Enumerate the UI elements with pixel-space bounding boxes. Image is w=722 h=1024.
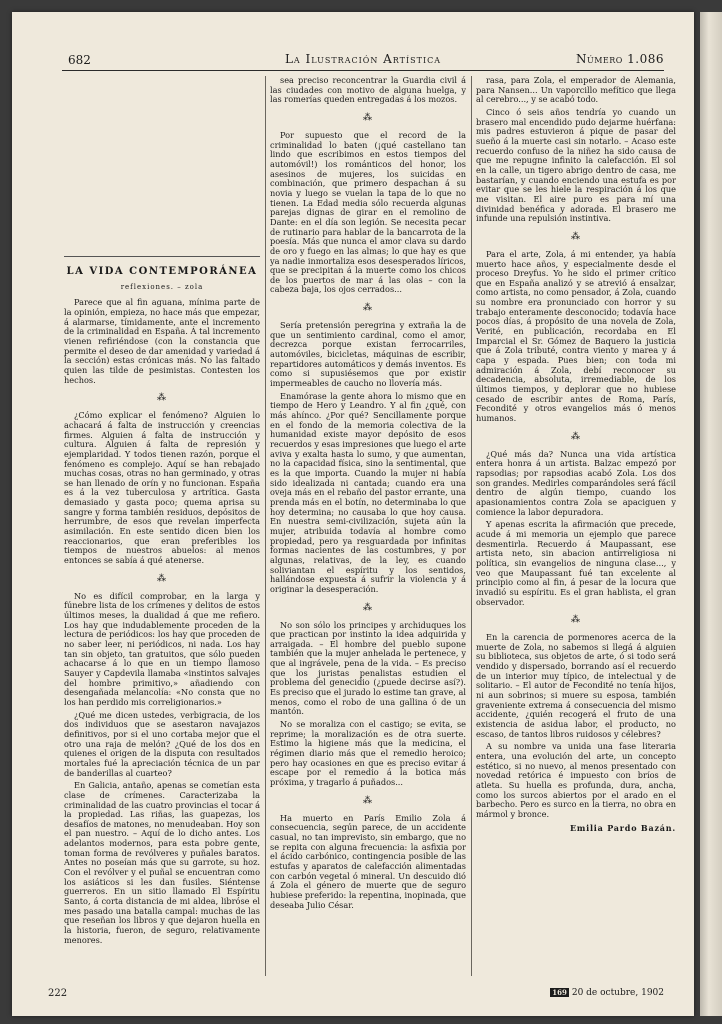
article-paragraph: ¿Qué me dicen ustedes, verbigracia, de los dos individuos que se asestaron navajazos definitivos, por si el uno cortaba mejor que el otro una raja de melón? ¿Qué de los dos en quienes el origen de la disputa con resultados mortales fué la apreciación técnica de un par de banderillas al cuarteo? — [64, 709, 260, 778]
page-header — [62, 48, 664, 71]
article-paragraph: Ha muerto en París Emilio Zola á consecuencia, según parece, de un accidente casual, no tan imprevisto, sin embargo, que no se repita con alguna frecuencia: la asfixia por el ácido carbónico, contingencia posible de las estufas y aparatos de calefacción alimentadas con carbón vegetal ó mineral. Un descuido dió á Zola el género de muerte que de seguro hubiese preferido: la repentina, inopinada, que deseaba Julio César. — [270, 812, 466, 910]
article-paragraph: Parece que al fin aguana, mínima parte de la opinión, empieza, no hace más que empezar, á alarmarse, tímidamente, ante el incremento de la criminalidad en España. Á tal incremento vienen refiriéndose (con la constancia que permite el deseo de dar amenidad y variedad á la sección) estas crónicas más. No las faltado quien las tilde de pesimistas. Contesten los hechos. — [64, 297, 260, 385]
asterism-divider: ⁂ — [157, 573, 167, 584]
asterism-divider: ⁂ — [363, 303, 373, 314]
asterism-divider: ⁂ — [571, 431, 581, 442]
article-paragraph: Para el arte, Zola, á mi entender, ya había muerto hace años, y especialmente desde el proceso Dreyfus. Yo he sido el primer crítico que en España analizó y se atrevió á ensalzar, como artista, no como pensador, á Zola, cuando su nombre era pronunciado con horror y su trabajo enteramente desconocido; todavía hace pocos días, á propósito de una novela de Zola, Verité, en publicación, recordaba en El Imparcial el Sr. Gómez de Baquero la justicia que á Zola tributé, contra viento y marea y á capa y espada. Pues bien; con toda mi admiración á Zola, debí reconocer su decadencia, absoluta, irremediable, de los últimos tiempos, y deplorar que no hubiese cesado de escribir antes de Roma, París, Fecondité y otros evangelios más ó menos humanos. — [476, 248, 676, 423]
asterism-divider: ⁂ — [363, 795, 373, 806]
article-paragraph: Cinco ó seis años tendría yo cuando un brasero mal encendido pudo dejarme huérfana: mis padres estuvieron á pique de pasar del sueño á la muerte casi sin notarlo. – Acaso este recuerdo confuso de la niñez ha sido causa de que me repugne infinito la calefacción. El sol en la calle, un tigero abrigo dentro de casa, me bastarían, y cuando enciendo una estufa es por evitar que se les hiele la respiración á los que me visitan. El aire puro es para mí una divinidad benéfica y adorada. El brasero me infunde una repulsión instintiva. — [476, 106, 676, 224]
article-paragraph: ¿Cómo explicar el fenómeno? Alguien lo achacará á falta de instrucción y creencias firmes. Alguien á falta de instrucción y cultura. Alguien á falta de represión y ejemplaridad. Y todos tienen razón, porque el fenómeno es complejo. Aquí se han rebajado muchas cosas, otras no han germinado, y otras se han llenado de orín y no funcionan. España es á la vez tuberculosa y artrítica. Gasta demasiado y gasta poco; quema aprisa su sangre y forma también residuos, depósitos de herrumbre, de esos que revelan imperfecta asimilación. En este sentido dicen bien los reaccionarios, que eran preferibles los tiempos de nuestros abuelos: al menos entonces se sabía á qué atenerse. — [64, 410, 260, 566]
article-paragraph: Enamórase la gente ahora lo mismo que en tiempo de Hero y Leandro. Y al fin ¿qué, con más ahínco. ¿Por qué? Sencillamente porque en el fondo de la memoria colectiva de la humanidad existe mayor depósito de esos recuerdos y esas impresiones que luego el arte aviva y exalta hasta lo sumo, y que aumentan, no la capacidad física, sino la sentimental, que es la que importa. Cuando la mujer ni había sido idealizada ni cantada; cuando era una oveja más en el rebaño del pastor errante, una prenda más en el botín, no determinaba lo que hoy determina; no causaba lo que hoy causa. En nuestra semi-civilización, sujeta aún la mujer, atribuida todavía al hombre como propiedad, pero ya resguardada por infinitas formas nacientes de las costumbres, y por algunas, relativas, de la ley, es cuando soliviantan el espíritu y los sentidos, hallándose expuesta á sufrir la violencia y á originar la desesperación. — [270, 390, 466, 594]
section-subtitle: reflexiones. – zola — [120, 282, 204, 291]
asterism-divider: ⁂ — [363, 112, 373, 123]
article-paragraph: En la carencia de pormenores acerca de la muerte de Zola, no sabemos si llegá á alguien su biblioteca, sus objetos de arte, ó si todo será vendido y dispersado, borrando así el recuerdo de un interior muy típico, de intelectual y de solitario. – El autor de Fecondité no tenía hijos, ni aun sobrinos; si muere su esposa, también graveniente extrema á consecuencia del mismo accidente, ¿quién recogerá el fruto de una existencia de asidua labor, el producto, no escaso, de tantos libros ruidosos y célebres? — [476, 632, 676, 739]
column-divider — [471, 76, 472, 976]
section-divider — [64, 256, 260, 257]
asterism-divider: ⁂ — [571, 231, 581, 242]
article-paragraph: Y apenas escrita la afirmación que precede, acude á mi memoria un ejemplo que parece desmentirla. Recuerdo á Maupassant, ese artista neto, sin abacion antirreligiosa ni política, sin evangelios de ninguna clase..., y veo que Maupassant fué tan excelente al principio como al fin, á pesar de la locura que invadió su espíritu. Es el gran hablista, el gran observador. — [476, 519, 676, 607]
article-paragraph: No son sólo los principes y archiduques los que practican por instinto la idea adquirida y arraigada. – El hombre del pueblo supone también que la mujer anhelada le pertenece, y que al ingrávele, pena de la vida. – Es preciso que los juristas penalistas estudien el problema del genecidio (¿puede decirse así?). Es preciso que el jurado lo estime tan grave, al menos, como el robo de una gallina ó de un mantón. — [270, 619, 466, 717]
publication-title: La Ilustración Artística — [284, 52, 442, 66]
article-paragraph: ¿Qué más da? Nunca una vida artística entera honra á un artista. Balzac empezó por rapsodias; por rapsodias acabó Zola. Los dos son grandes. Medirles comparándoles será fácil dentro de algún tiempo, cuando los apasionamientos contra Zola se apaciguen y comience la labor depuradora. — [476, 448, 676, 517]
archive-page-number: 222 — [48, 988, 68, 999]
article-paragraph: No es difícil comprobar, en la larga y fúnebre lista de los crímenes y delitos de estos últimos meses, la dualidad á que me refiero. Los hay que indudablemente proceden de la lectura de periódicos: los hay que proceden de no saber leer, ni periódicos, ni nada. Los hay tan sin objeto, tan gratuitos, que sólo pueden achacarse á lo que en un tiempo llamoso Sauyer y Capdevila llamaba «instintos salvajes del hombre primitivo,» añadiendo con desengañada melancolía: «No consta que no los han perdido mis correligionarios.» — [64, 590, 260, 707]
article-paragraph: Por supuesto que el record de la criminalidad lo baten (¡qué castellano tan lindo que escribimos en estos tiempos del automóvil!) los románticos del honor, los asesinos de mujeres, los suicidas en combinación, que primero despachan á su novia y luego se vuelan la tapa de lo que no tienen. La Edad media sólo recuerda algunas parejas dignas de girar en el remolino de Dante: en el día son legión. Se necesita pecar de rutinario para hablar de la bancarrota de la poesía. Más que nunca el amor clava su dardo de oro y fuego en las almas; lo que hay es que ya nadie inmortaliza esos desesperados líricos, que se precipitan á la muerte como los chicos de los puertos de mar á las olas – con la cabeza baja, los ojos cerrados... — [270, 129, 466, 295]
section-title: LA VIDA CONTEMPORÁNEA — [66, 266, 258, 277]
newspaper-page — [12, 12, 694, 1016]
article-paragraph: En Galicia, antaño, apenas se cometían esta clase de crímenes. Caracterizaba la criminalidad de las cuatro provincias el tocar á la propiedad. Las riñas, las guapezas, los desafíos de matones, no menudeaban. Hoy son el pan nuestro. – Aquí de lo dicho antes. Los adelantos modernos, para esta pobre gente, toman forma de revólveres y puñales baratos. Antes no poseían más que su garrote, su hoz. Con el revólver y el puñal se encuentran como los asiáticos si les dan fusiles. Siéntense guerreros. En un sitio llamado El Espíritu Santo, á corta distancia de mi aldea, libróse el mes pasado una batalla campal: muchas de las que reseñan los libros y que dejaron huella en la historia, fueron, de seguro, relativamente menores. — [64, 780, 260, 945]
column-1 — [64, 76, 260, 978]
column-3 — [476, 76, 676, 978]
footer-date-stamp — [550, 988, 664, 998]
article-paragraph: No se moraliza con el castigo; se evita, se reprime; la moralización es de otra suerte. Estimo la higiene más que la medicina, el régimen diario más que el remedio heroico; pero hay ocasiones en que es preciso evitar á escape por el remedio á la botica más próxima, y tragarlo á puñados... — [270, 719, 466, 787]
asterism-divider: ⁂ — [157, 393, 167, 404]
article-paragraph: Sería pretensión peregrina y extraña la de que un sentimiento cardinal, como el amor, decrezca porque existan ferrocarriles, automóviles, bicicletas, máquinas de escribir, repartidores automáticos y demás inventos. Es como si supusiésemos que por existir impermeables de caucho no llovería más. — [270, 320, 466, 389]
archive-badge: 169 — [552, 988, 567, 997]
page-footer — [48, 988, 664, 1002]
issue-date: 20 de octubre, 1902 — [571, 988, 664, 998]
issue-number: Número 1.086 — [575, 52, 664, 66]
author-signature: Emilia Pardo Bazán. — [569, 822, 676, 833]
asterism-divider: ⁂ — [571, 615, 581, 626]
asterism-divider: ⁂ — [363, 602, 373, 613]
article-paragraph: sea preciso reconcentrar la Guardia civil á las ciudades con motivo de alguna huelga, y las romerías queden entregadas á los mozos. — [270, 76, 466, 105]
book-spine-edge — [700, 12, 722, 1016]
column-2 — [270, 76, 466, 978]
article-paragraph: A su nombre va unida una fase literaria entera, una evolución del arte, un concepto estético, si no nuevo, al menos presentado con novedad retórica é impuesto con bríos de atleta. Su huella es profunda, dura, ancha, como los surcos abiertos por el arado en el barbecho. Pero es surco en la tierra, no obra en mármol y bronce. — [476, 741, 676, 819]
column-divider — [265, 76, 266, 976]
article-paragraph: rasa, para Zola, el emperador de Alemania, para Nansen... Un vaporcillo mefítico que llega al cerebro..., y se acabó todo. — [476, 76, 676, 105]
page-number: 682 — [68, 53, 91, 67]
